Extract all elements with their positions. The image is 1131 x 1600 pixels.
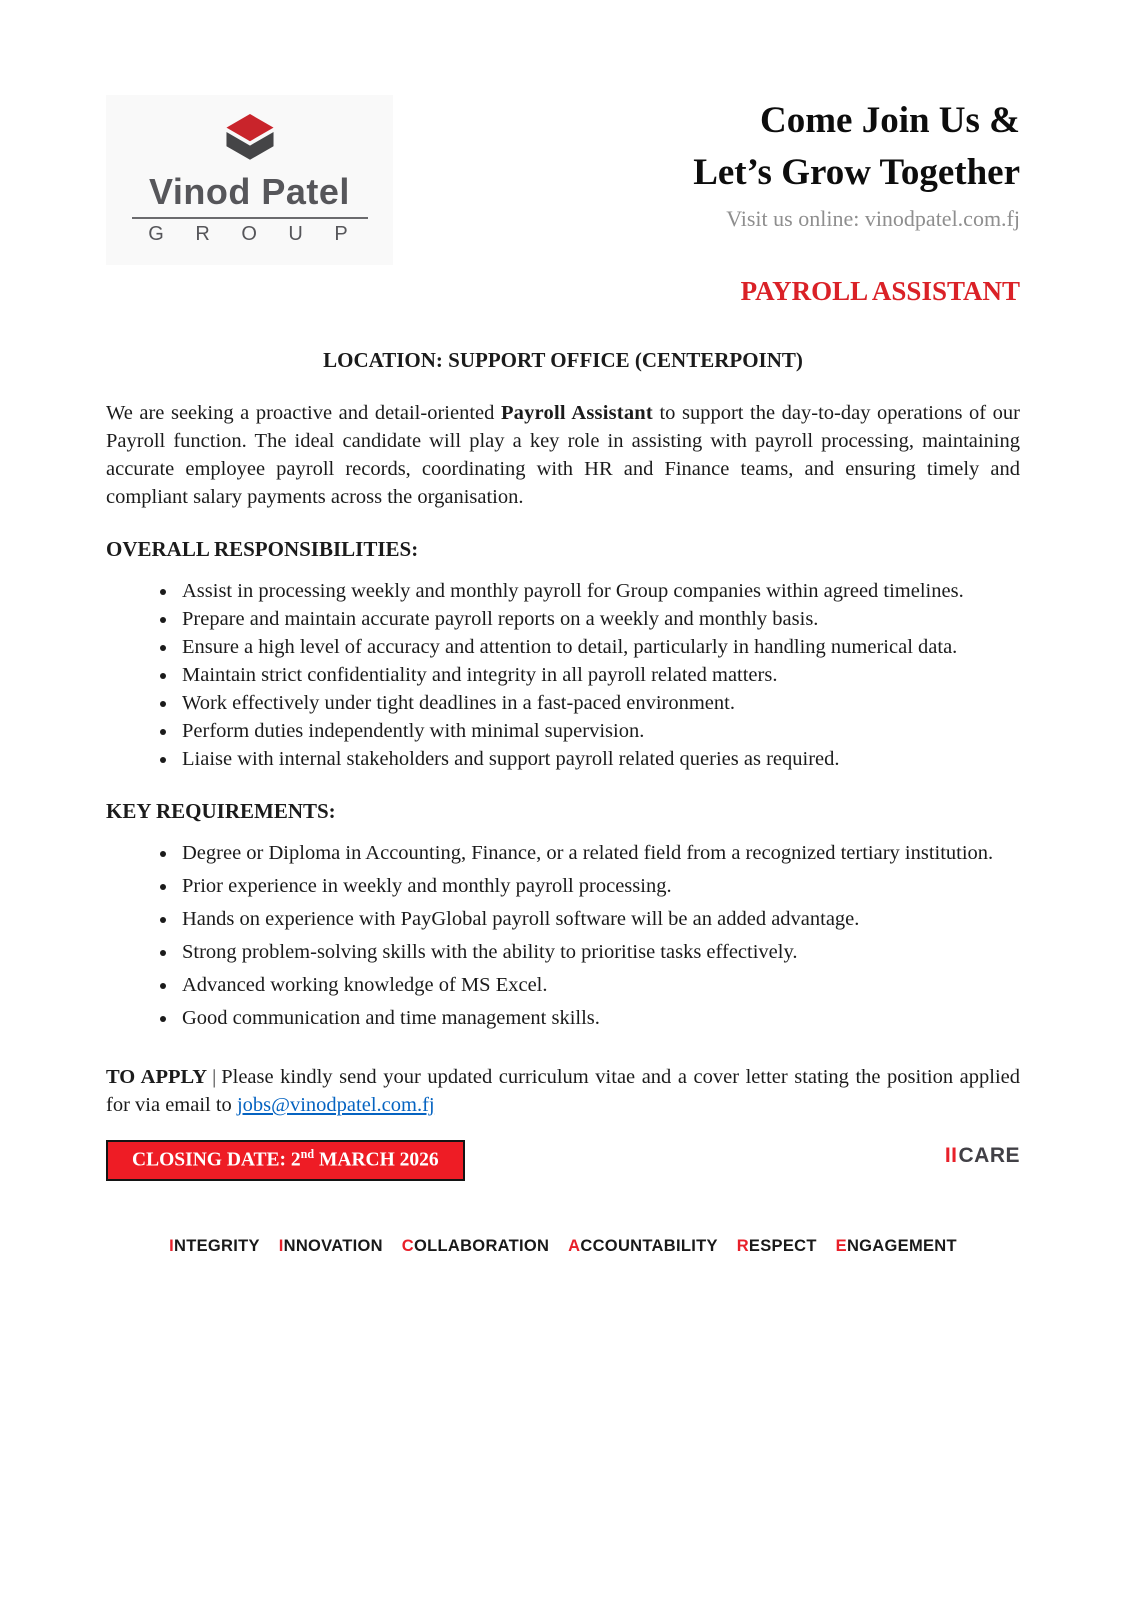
tagline-line-1: Come Join Us & xyxy=(759,100,1020,141)
responsibilities-list xyxy=(106,577,1020,773)
value-word: INNOVATION xyxy=(278,1236,383,1255)
closing-date-ordinal: nd xyxy=(300,1147,315,1161)
intro-paragraph xyxy=(106,399,1020,511)
tagline-line-2: Let’s Grow Together xyxy=(693,152,1020,193)
list-item: • Assist in processing weekly and monthly payroll for Group companies within agreed timelines. xyxy=(178,577,1020,605)
apply-separator: | xyxy=(212,1066,217,1088)
logo-brand-name: Vinod Patel xyxy=(149,171,350,212)
list-item: • Strong problem-solving skills with the ability to prioritise tasks effectively. xyxy=(178,938,1020,966)
company-logo xyxy=(106,95,393,265)
banner-row xyxy=(106,1140,1020,1181)
iicare-prefix: II xyxy=(944,1144,958,1167)
values-strip xyxy=(106,1237,1020,1256)
closing-date-text: CLOSING DATE: 2 xyxy=(132,1149,301,1171)
list-item: • Maintain strict confidentiality and integrity in all payroll related matters. xyxy=(178,661,1020,689)
website-text: Visit us online: vinodpatel.com.fj xyxy=(726,206,1020,231)
requirements-list xyxy=(106,839,1020,1032)
closing-date-rest: MARCH 2026 xyxy=(314,1149,439,1171)
apply-paragraph xyxy=(106,1063,1020,1119)
logo-cube-icon xyxy=(219,114,281,166)
closing-date-banner xyxy=(106,1140,465,1181)
list-item: • Good communication and time management skills. xyxy=(178,1004,1020,1032)
list-item: • Hands on experience with PayGlobal payroll software will be an added advantage. xyxy=(178,905,1020,933)
intro-before: We are seeking a proactive and detail-oriented xyxy=(106,402,501,424)
intro-after: to support the day-to-day operations of our Payroll function. The ideal candidate will play a key role in assisting with payroll processing, maintaining accurate employee payroll records, coordinating with HR and Finance teams, and ensuring timely and compliant salary payments across the organisation. xyxy=(106,402,1020,508)
logo-group-text: G R O U P xyxy=(148,223,361,245)
list-item: • Work effectively under tight deadlines in a fast-paced environment. xyxy=(178,689,1020,717)
header-right xyxy=(393,95,1020,307)
list-item: • Ensure a high level of accuracy and attention to detail, particularly in handling numerical data. xyxy=(178,633,1020,661)
tagline-heading xyxy=(393,95,1020,199)
location-heading: LOCATION: SUPPORT OFFICE (CENTERPOINT) xyxy=(323,348,803,372)
logo-divider xyxy=(132,217,368,219)
list-item: • Advanced working knowledge of MS Excel. xyxy=(178,971,1020,999)
value-word: ENGAGEMENT xyxy=(835,1236,957,1255)
value-word: INTEGRITY xyxy=(169,1236,260,1255)
job-title: PAYROLL ASSISTANT xyxy=(740,276,1020,306)
list-item: • Liaise with internal stakeholders and support payroll related queries as required. xyxy=(178,745,1020,773)
value-word: COLLABORATION xyxy=(401,1236,550,1255)
list-item: • Degree or Diploma in Accounting, Finance, or a related field from a recognized tertiary institution. xyxy=(178,839,1020,867)
iicare-logo xyxy=(945,1145,1020,1166)
email-link[interactable]: jobs@vinodpatel.com.fj xyxy=(236,1094,435,1116)
intro-bold-role: Payroll Assistant xyxy=(500,402,653,424)
apply-text: Please kindly send your updated curriculum vitae and a cover letter stating the position applied for via email to xyxy=(106,1066,1021,1116)
value-word: ACCOUNTABILITY xyxy=(568,1236,718,1255)
header xyxy=(106,95,1020,307)
iicare-rest: CARE xyxy=(958,1144,1020,1167)
list-item: • Perform duties independently with minimal supervision. xyxy=(178,717,1020,745)
list-item: • Prepare and maintain accurate payroll reports on a weekly and monthly basis. xyxy=(178,605,1020,633)
value-word: RESPECT xyxy=(736,1236,817,1255)
requirements-heading: KEY REQUIREMENTS: xyxy=(106,799,336,823)
apply-label: TO APPLY xyxy=(106,1066,208,1088)
list-item: • Prior experience in weekly and monthly payroll processing. xyxy=(178,872,1020,900)
responsibilities-heading: OVERALL RESPONSIBILITIES: xyxy=(106,537,419,561)
